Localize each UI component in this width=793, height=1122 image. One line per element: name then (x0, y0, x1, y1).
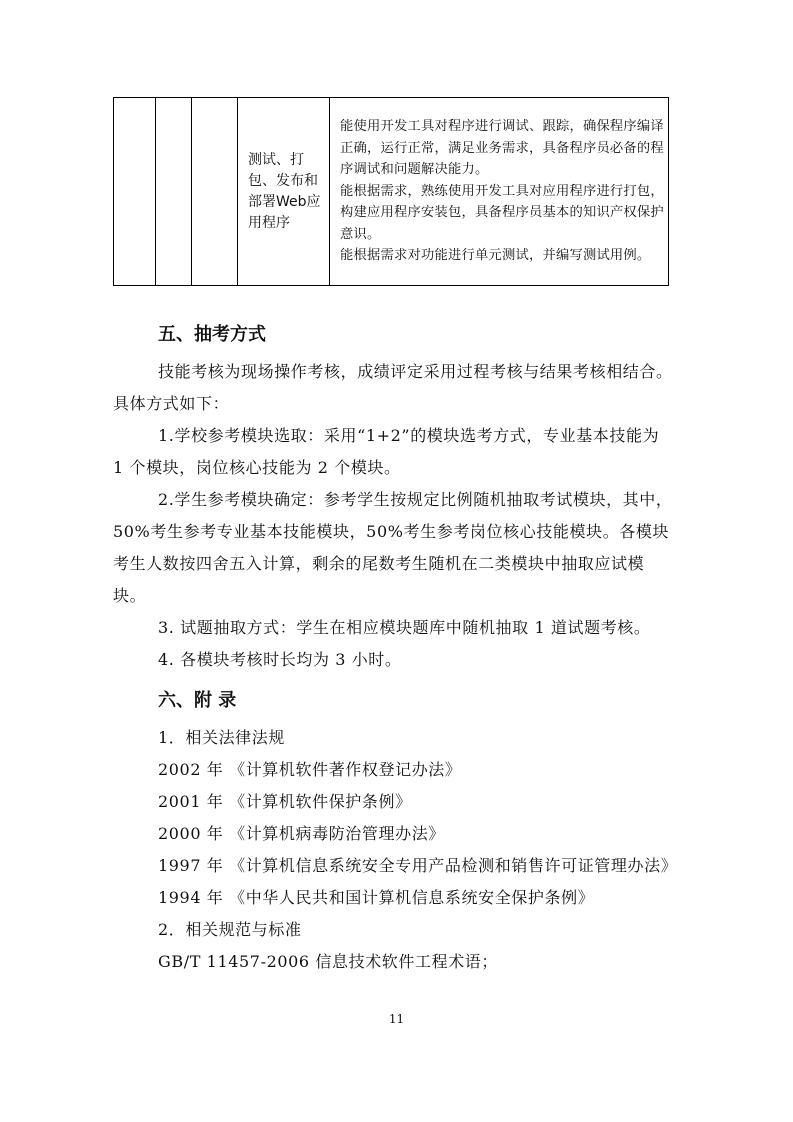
law-item: 2000 年 《计算机病毒防治管理办法》 (158, 824, 445, 843)
law-item: 1994 年 《中华人民共和国计算机信息系统安全保护条例》 (158, 888, 595, 907)
section-heading: 六、附 录 (158, 690, 237, 711)
standard-item: GB/T 11457-2006 信息技术软件工程术语； (158, 952, 498, 971)
paragraph: 3. 试题抽取方式：学生在相应模块题库中随机抽取 1 道试题考核。 (158, 618, 651, 637)
section-body (113, 356, 673, 676)
section-heading: 五、抽考方式 (158, 324, 266, 345)
page-number: 11 (388, 1012, 405, 1026)
requirement-text: 能根据需求对功能进行单元测试，并编写测试用例。 (340, 248, 651, 264)
law-item: 2001 年 《计算机软件保护条例》 (158, 792, 412, 811)
section-body (113, 722, 678, 978)
paragraph: 技能考核为现场操作考核，成绩评定采用过程考核与结果考核相结合。具体方式如下： (113, 362, 673, 413)
subheading: 1．相关法律法规 (158, 728, 285, 747)
table-row (114, 98, 669, 286)
paragraph: 2.学生参考模块确定：参考学生按规定比例随机抽取考试模块，其中，50%考生参考专业基本技能模块，50%考生参考岗位核心技能模块。各模块考生人数按四舍五入计算，剩余的尾数考生随机在二类模块中抽取应试模块。 (113, 490, 673, 605)
table-cell-topic: 测试、打包、发布和部署Web应用程序 (238, 98, 330, 286)
table-cell-requirements (330, 98, 669, 286)
paragraph: 1.学校参考模块选取：采用“1+2”的模块选考方式，专业基本技能为 1 个模块，岗位核心技能为 2 个模块。 (113, 426, 660, 477)
requirement-text: 能使用开发工具对程序进行调试、跟踪，确保程序编译正确，运行正常，满足业务需求，具备程序员必备的程序调试和问题解决能力。 (340, 119, 664, 178)
law-item: 1997 年 《计算机信息系统安全专用产品检测和销售许可证管理办法》 (158, 856, 678, 875)
table-cell-empty (192, 98, 238, 286)
paragraph: 4. 各模块考核时长均为 3 小时。 (158, 650, 402, 669)
module-table (113, 97, 669, 286)
table-cell-empty (114, 98, 156, 286)
subheading: 2．相关规范与标准 (158, 920, 302, 939)
requirement-text: 能根据需求，熟练使用开发工具对应用程序进行打包，构建应用程序安装包，具备程序员基本的知识产权保护意识。 (340, 183, 664, 242)
table-cell-empty (156, 98, 192, 286)
law-item: 2002 年 《计算机软件著作权登记办法》 (158, 760, 462, 779)
